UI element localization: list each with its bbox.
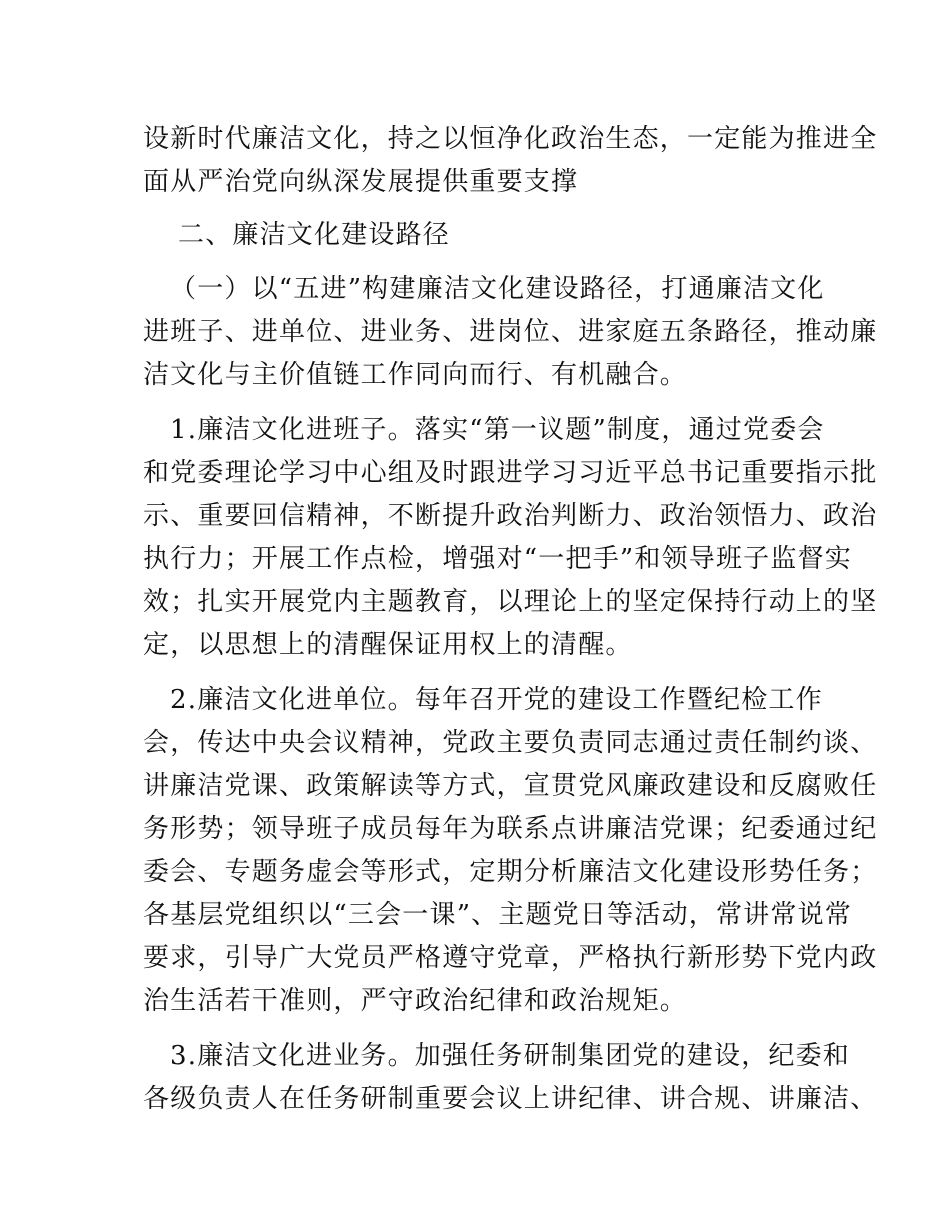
text-line: （一）以“五进”构建廉洁文化建设路径，打通廉洁文化: [170, 274, 825, 304]
text-line: 讲廉洁党课、政策解读等方式，宣贯党风廉政建设和反腐败任: [143, 771, 878, 801]
section-heading: 二、廉洁文化建设路径: [178, 220, 451, 250]
text-line: 和党委理论学习中心组及时跟进学习习近平总书记重要指示批: [143, 458, 878, 488]
text-line: 3.廉洁文化进业务。加强任务研制集团党的建设，纪委和: [170, 1041, 851, 1071]
text-line: 执行力；开展工作点检，增强对“一把手”和领导班子监督实: [143, 544, 852, 574]
text-line: 定，以思想上的清醒保证用权上的清醒。: [143, 630, 633, 660]
text-line: 面从严治党向纵深发展提供重要支撑: [143, 167, 579, 197]
text-line: 2.廉洁文化进单位。每年召开党的建设工作暨纪检工作: [170, 685, 823, 715]
text-line: 示、重要回信精神，不断提升政治判断力、政治领悟力、政治: [143, 501, 878, 531]
text-line: 各基层党组织以“三会一课”、主题党日等活动，常讲常说常: [143, 900, 852, 930]
text-line: 各级负责人在任务研制重要会议上讲纪律、讲合规、讲廉洁、: [143, 1084, 878, 1114]
text-line: 会，传达中央会议精神，党政主要负责同志通过责任制约谈、: [143, 728, 878, 758]
text-line: 洁文化与主价值链工作同向而行、有机融合。: [143, 360, 688, 390]
text-line: 进班子、进单位、进业务、进岗位、进家庭五条路径，推动廉: [143, 317, 878, 347]
text-line: 效；扎实开展党内主题教育，以理论上的坚定保持行动上的坚: [143, 587, 878, 617]
text-line: 治生活若干准则，严守政治纪律和政治规矩。: [143, 986, 688, 1016]
text-line: 务形势；领导班子成员每年为联系点讲廉洁党课；纪委通过纪: [143, 814, 878, 844]
text-line: 委会、专题务虚会等形式，定期分析廉洁文化建设形势任务；: [143, 857, 878, 887]
text-line: 设新时代廉洁文化，持之以恒净化政治生态，一定能为推进全: [143, 124, 878, 154]
text-line: 要求，引导广大党员严格遵守党章，严格执行新形势下党内政: [143, 943, 878, 973]
text-line: 1.廉洁文化进班子。落实“第一议题”制度，通过党委会: [170, 415, 825, 445]
